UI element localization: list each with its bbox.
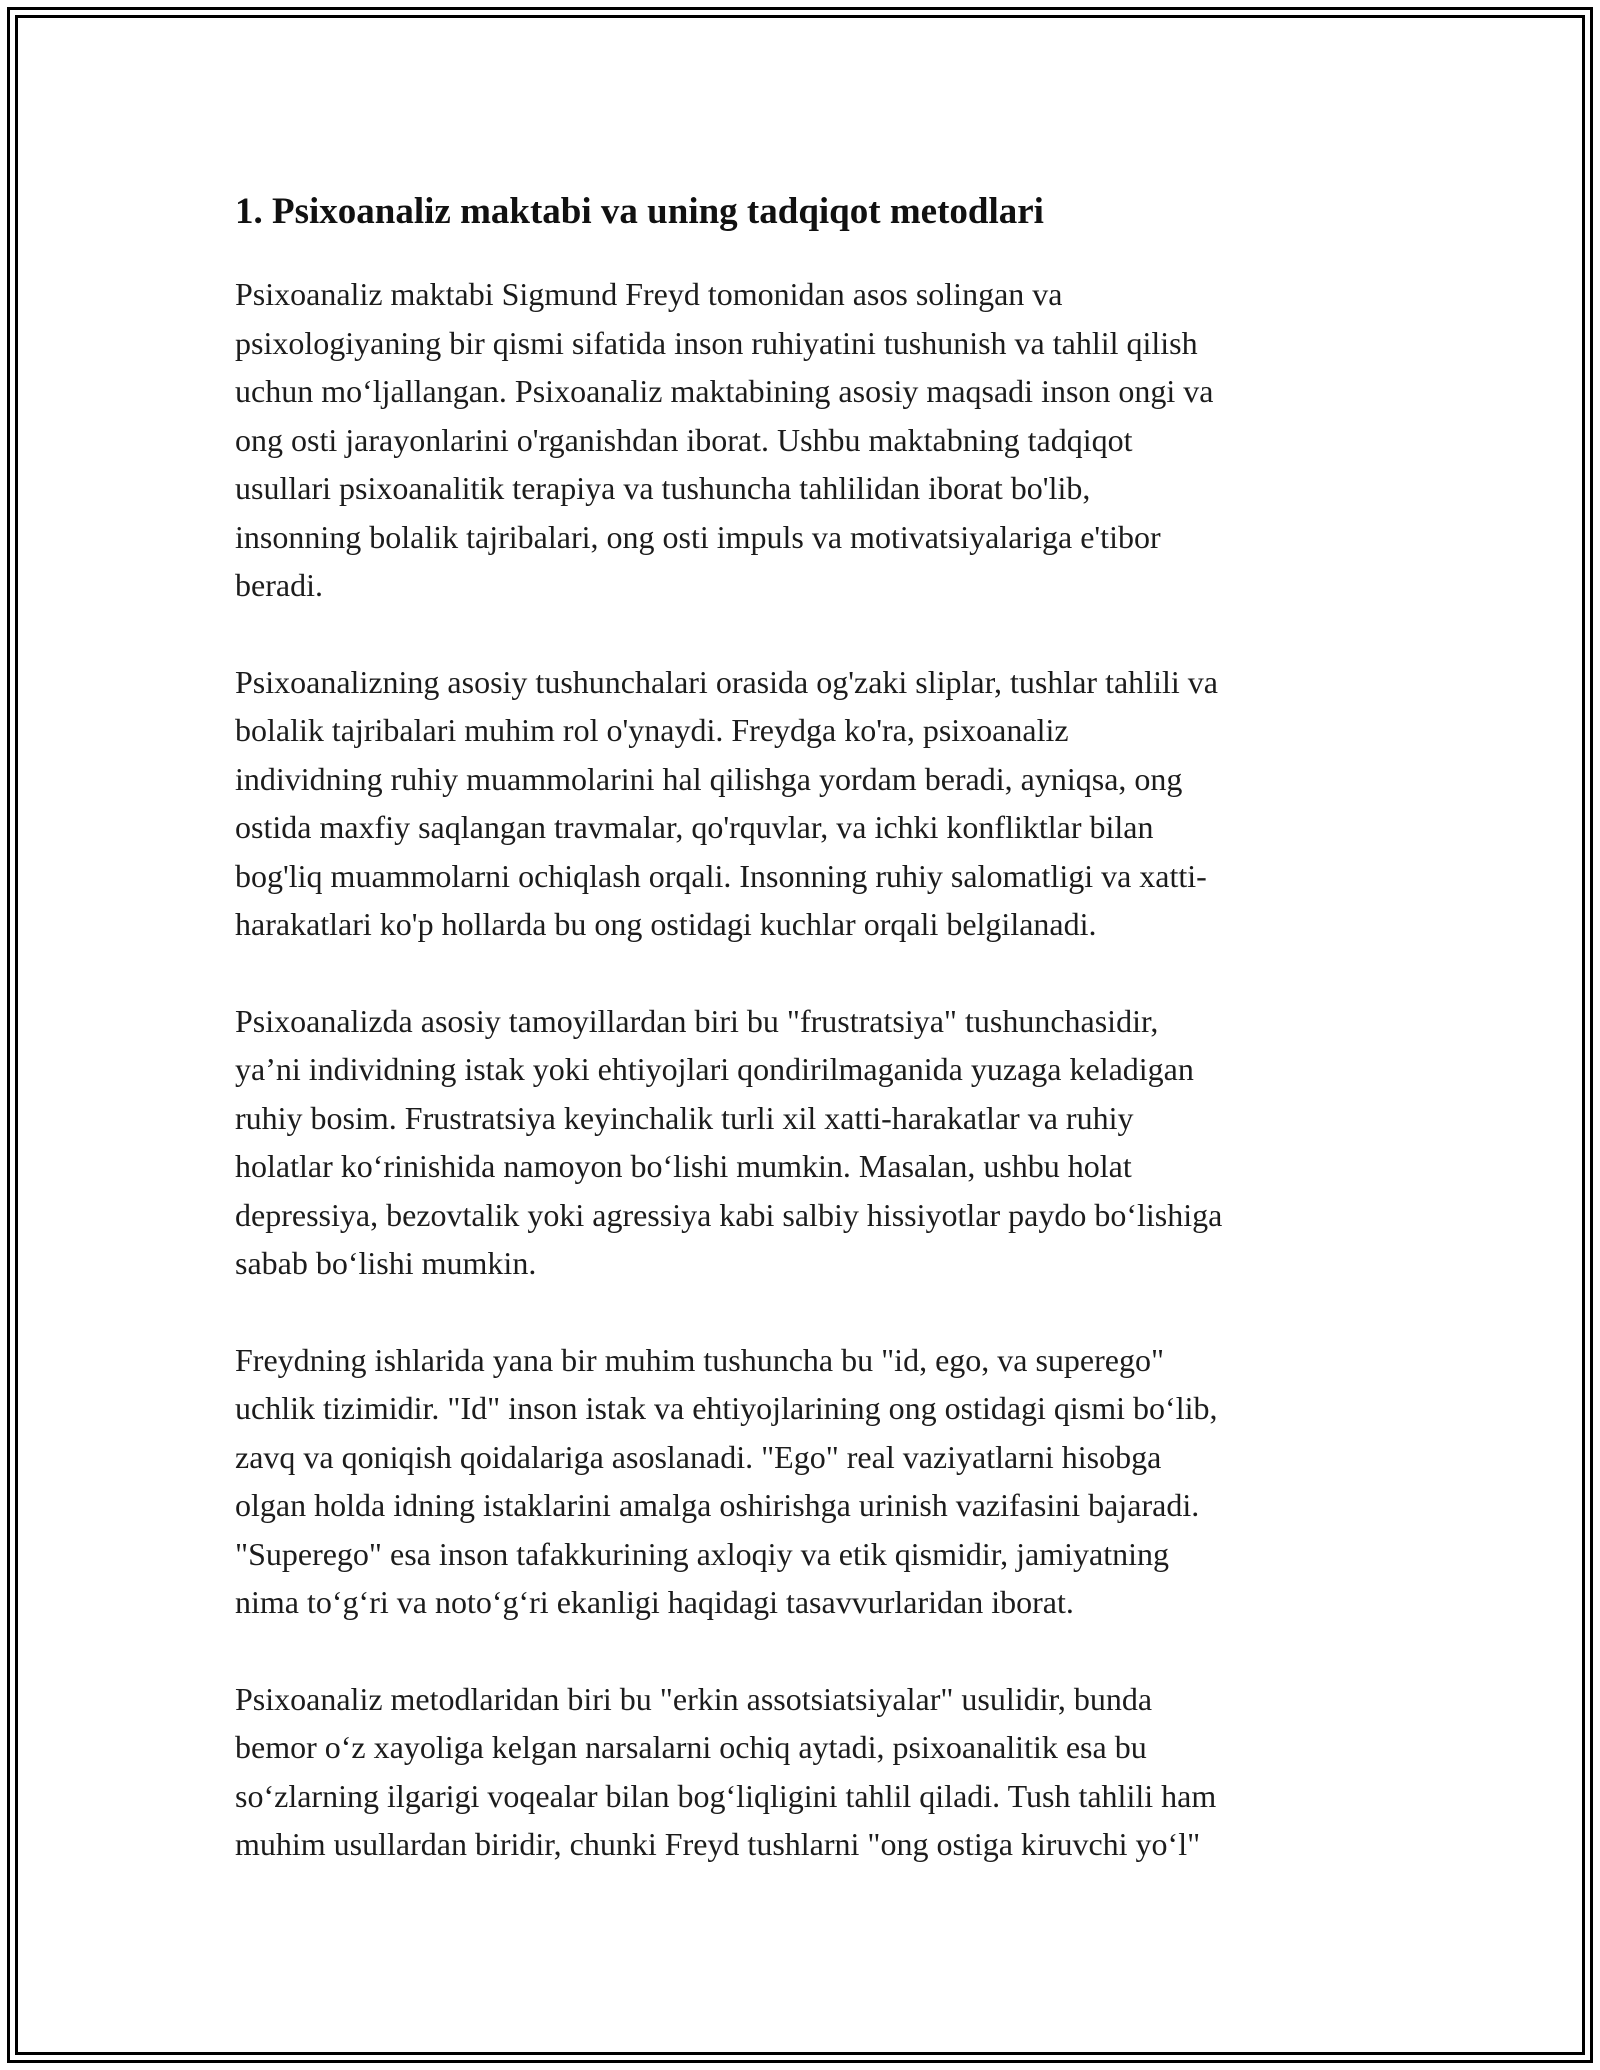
paragraph-3	[235, 997, 1375, 1288]
text-line: Freydning ishlarida yana bir muhim tushuncha bu "id, ego, va superego"	[235, 1341, 1165, 1378]
text-line: bemor oʻz xayoliga kelgan narsalarni ochiq aytadi, psixoanalitik esa bu	[235, 1729, 1147, 1765]
text-line: uchun moʻljallangan. Psixoanaliz maktabining asosiy maqsadi inson ongi va	[235, 373, 1214, 409]
document-body	[235, 186, 1375, 1917]
text-line: psixologiyaning bir qismi sifatida inson ruhiyatini tushunish va tahlil qilish	[235, 324, 1198, 361]
text-line: ya’ni individning istak yoki ehtiyojlari qondirilmaganida yuzaga keladigan	[235, 1051, 1194, 1087]
text-line: bolalik tajribalari muhim rol o'ynaydi. Freydga ko'ra, psixoanaliz	[235, 712, 1069, 748]
text-line: ostida maxfiy saqlangan travmalar, qo'rquvlar, va ichki konfliktlar bilan	[235, 809, 1154, 845]
paragraph-5	[235, 1675, 1375, 1869]
text-line: ruhiy bosim. Frustratsiya keyinchalik turli xil xatti-harakatlar va ruhiy	[235, 1099, 1134, 1136]
text-line: Psixoanaliz metodlaridan biri bu "erkin assotsiatsiyalar" usulidir, bunda	[235, 1680, 1153, 1717]
paragraph-1	[235, 270, 1375, 610]
text-line: uchlik tizimidir. "Id" inson istak va ehtiyojlarining ong ostidagi qismi boʻlib,	[235, 1390, 1218, 1426]
text-line: Psixoanaliz maktabi Sigmund Freyd tomonidan asos solingan va	[235, 276, 1063, 312]
text-line: beradi.	[235, 567, 323, 603]
section-title: 1. Psixoanaliz maktabi va uning tadqiqot metodlari	[235, 191, 1044, 232]
text-line: soʻzlarning ilgarigi voqealar bilan bogʻliqligini tahlil qiladi. Tush tahlili ham	[235, 1777, 1217, 1814]
text-line: usullari psixoanalitik terapiya va tushuncha tahlilidan iborat bo'lib,	[235, 470, 1091, 506]
text-line: individning ruhiy muammolarini hal qilishga yordam beradi, ayniqsa, ong	[235, 760, 1183, 797]
text-line: sabab boʻlishi mumkin.	[235, 1245, 537, 1281]
text-line: depressiya, bezovtalik yoki agressiya kabi salbiy hissiyotlar paydo boʻlishiga	[235, 1196, 1223, 1233]
text-line: insonning bolalik tajribalari, ong osti impuls va motivatsiyalariga e'tibor	[235, 518, 1161, 555]
text-line: harakatlari ko'p hollarda bu ong ostidagi kuchlar orqali belgilanadi.	[235, 906, 1097, 942]
text-line: bog'liq muammolarni ochiqlash orqali. Insonning ruhiy salomatligi va xatti-	[235, 857, 1207, 894]
text-line: zavq va qoniqish qoidalariga asoslanadi. "Ego" real vaziyatlarni hisobga	[235, 1438, 1162, 1475]
text-line: Psixoanalizda asosiy tamoyillardan biri bu "frustratsiya" tushunchasidir,	[235, 1002, 1159, 1039]
text-line: Psixoanalizning asosiy tushunchalari orasida og'zaki sliplar, tushlar tahlili va	[235, 663, 1218, 700]
text-line: nima toʻgʻri va notoʻgʻri ekanligi haqidagi tasavvurlaridan iborat.	[235, 1584, 1074, 1620]
text-line: muhim usullardan biridir, chunki Freyd tushlarni "ong ostiga kiruvchi yoʻl"	[235, 1826, 1201, 1862]
text-line: ong osti jarayonlarini o'rganishdan iborat. Ushbu maktabning tadqiqot	[235, 421, 1133, 458]
text-line: "Superego" esa inson tafakkurining axloqiy va etik qismidir, jamiyatning	[235, 1535, 1169, 1572]
text-line: holatlar koʻrinishida namoyon boʻlishi mumkin. Masalan, ushbu holat	[235, 1148, 1132, 1184]
paragraph-4	[235, 1336, 1375, 1627]
paragraph-2	[235, 658, 1375, 949]
text-line: olgan holda idning istaklarini amalga oshirishga urinish vazifasini bajaradi.	[235, 1487, 1200, 1523]
